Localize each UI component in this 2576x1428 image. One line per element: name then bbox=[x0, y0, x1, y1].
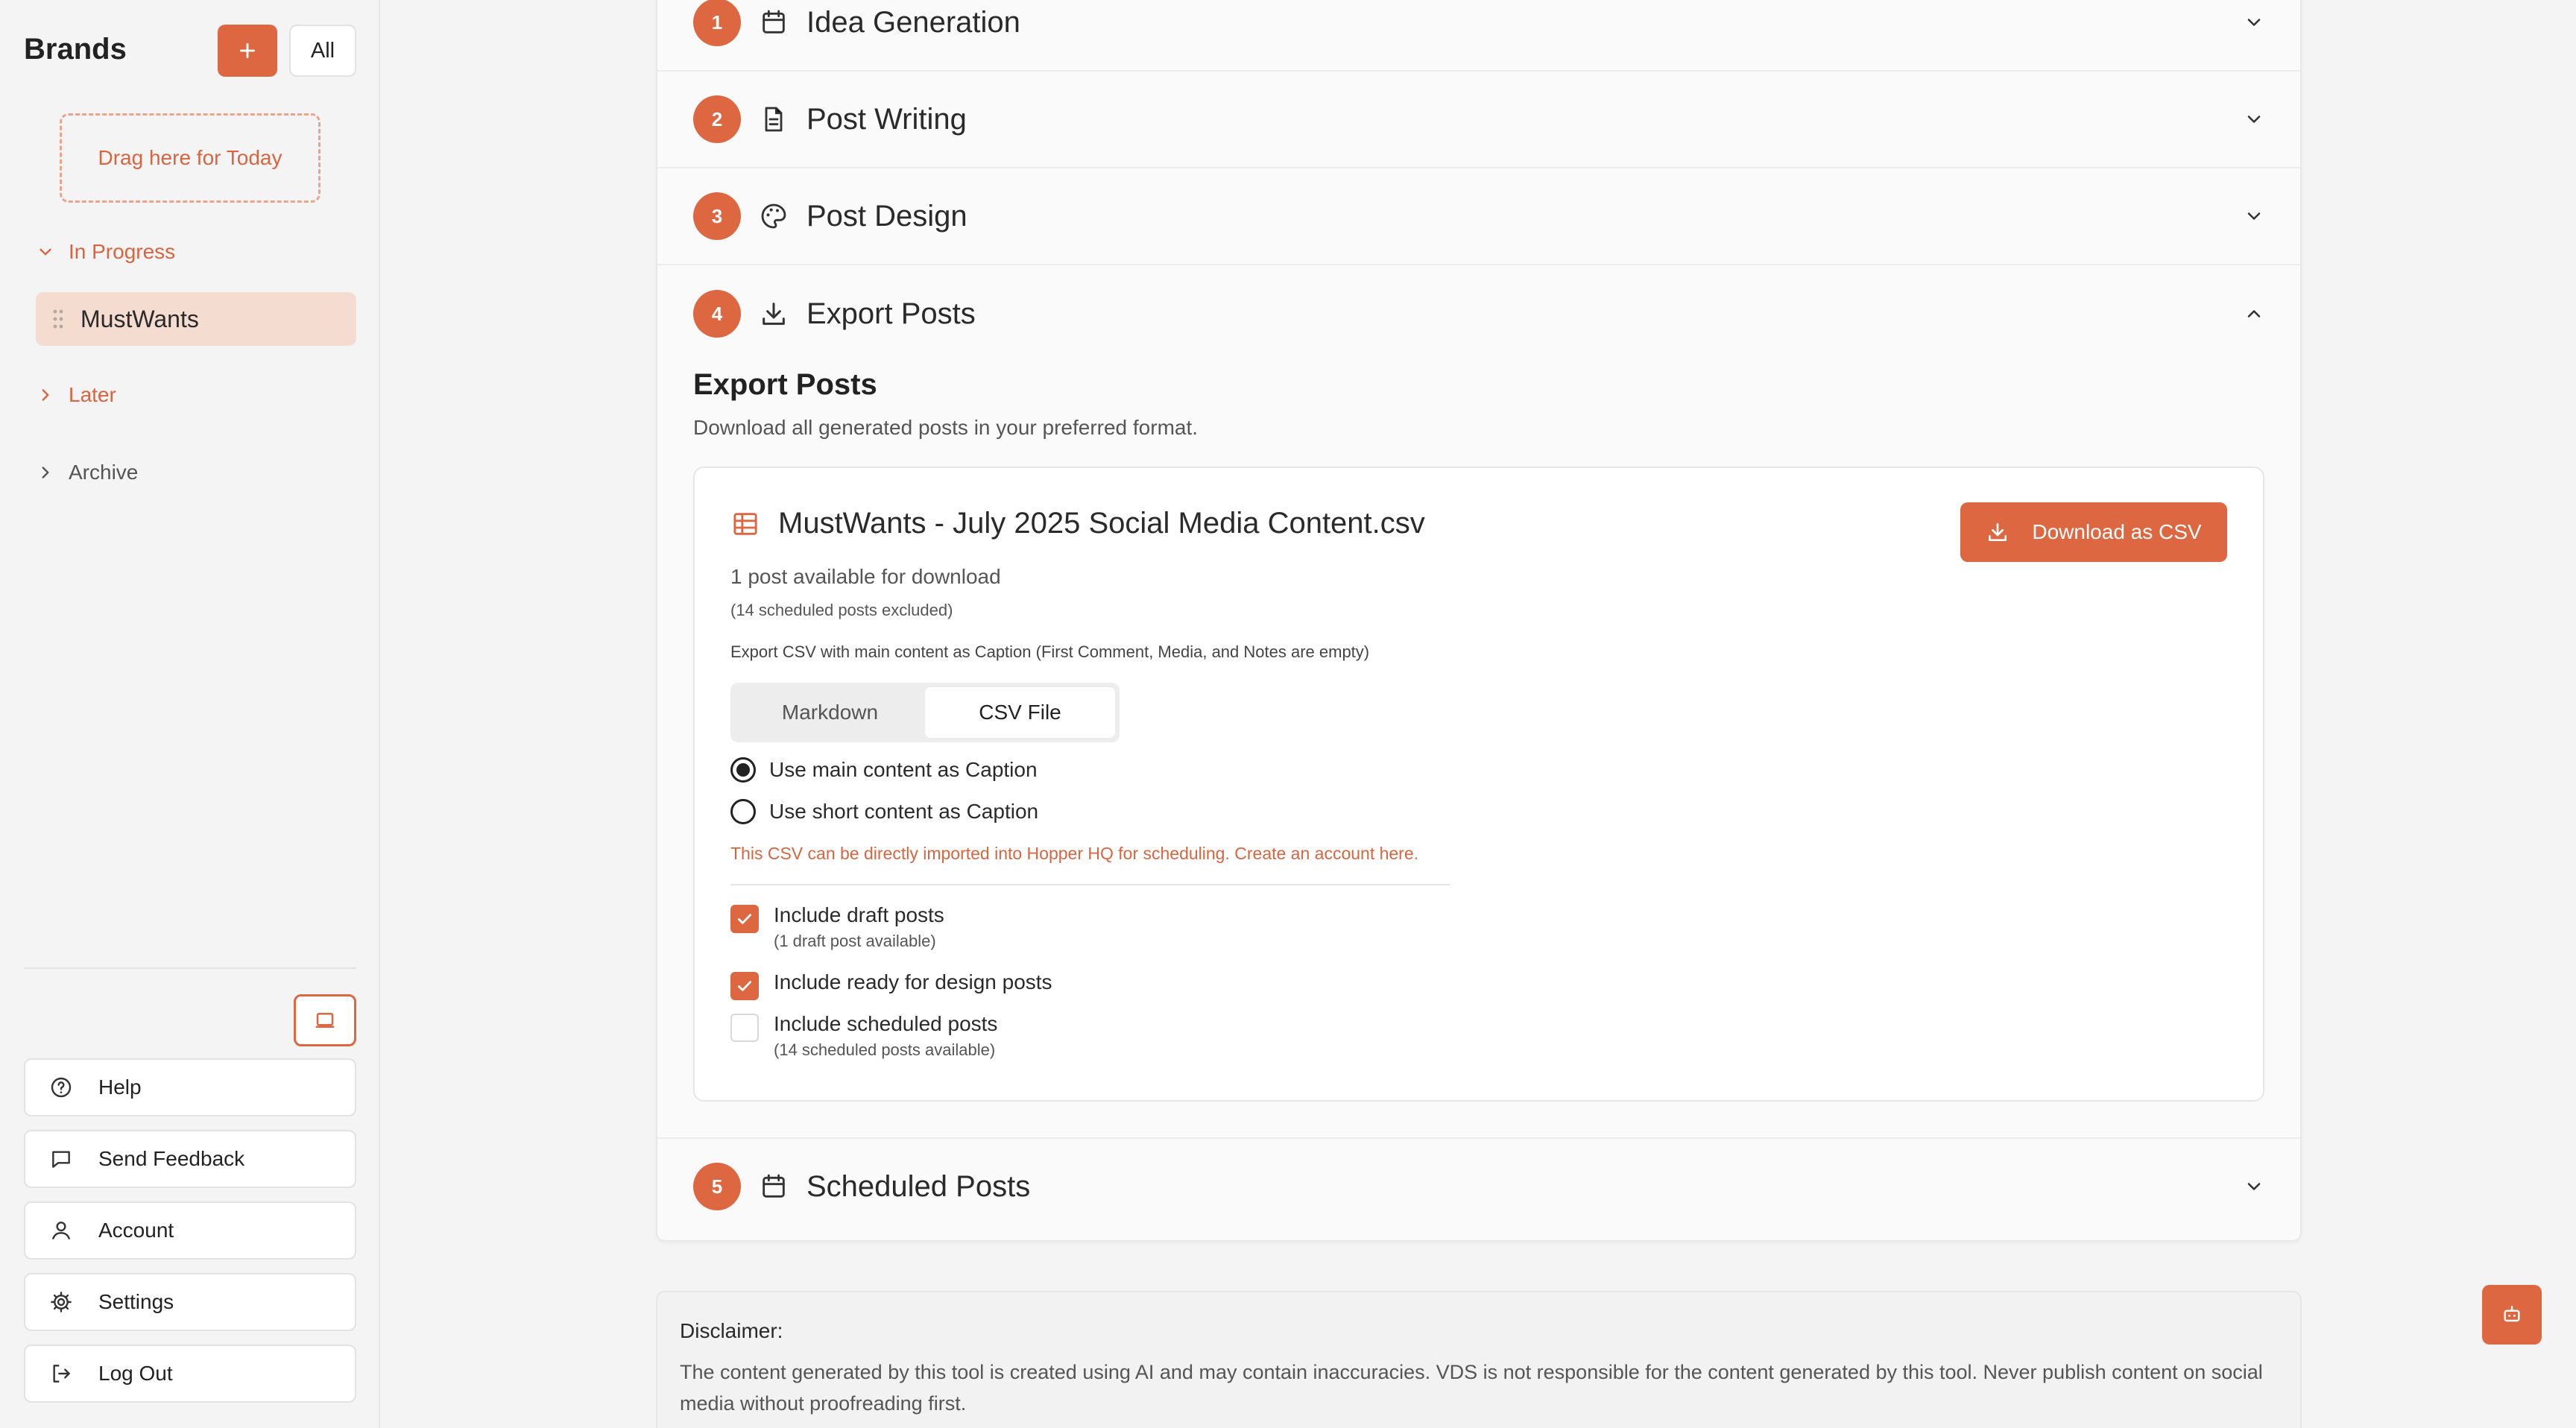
help-label: Help bbox=[98, 1075, 142, 1099]
download-csv-button[interactable] bbox=[1960, 502, 2227, 562]
checkbox-unchecked[interactable] bbox=[730, 1014, 759, 1042]
palette-icon bbox=[759, 201, 789, 231]
chevron-down-icon bbox=[2244, 1176, 2264, 1197]
chevron-down-icon bbox=[2244, 12, 2264, 33]
drop-zone-label: Drag here for Today bbox=[98, 146, 282, 169]
include-scheduled-sub: (14 scheduled posts available) bbox=[774, 1040, 996, 1059]
include-ready-label: Include ready for design posts bbox=[774, 970, 1052, 993]
workflow-panel bbox=[656, 0, 2302, 1242]
check-icon bbox=[735, 909, 754, 929]
disclaimer-body: The content generated by this tool is created using AI and may contain inaccuracies. VDS is not responsible for the content generated by this tool. Never publish content on social media without proofreading first. bbox=[680, 1361, 2263, 1415]
hopper-import-link[interactable]: This CSV can be directly imported into Hopper HQ for scheduling. Create an account here. bbox=[730, 844, 1419, 863]
step-post-design[interactable] bbox=[657, 168, 2300, 265]
brand-item-mustwants[interactable] bbox=[36, 292, 356, 346]
format-toggle bbox=[730, 683, 1120, 742]
download-icon bbox=[1986, 520, 2010, 544]
chevron-down-icon bbox=[2244, 206, 2264, 227]
step-scheduled-posts[interactable] bbox=[657, 1137, 2300, 1234]
step-title: Post Design bbox=[806, 199, 967, 233]
chevron-down-icon bbox=[2244, 109, 2264, 130]
chevron-down-icon bbox=[36, 242, 55, 262]
document-icon bbox=[759, 104, 789, 134]
group-later[interactable] bbox=[36, 383, 116, 407]
radio-main-label: Use main content as Caption bbox=[769, 758, 1038, 781]
step-title: Export Posts bbox=[806, 297, 976, 330]
step-title: Idea Generation bbox=[806, 5, 1020, 39]
include-draft-label: Include draft posts bbox=[774, 903, 944, 926]
include-draft-posts[interactable] bbox=[730, 903, 944, 951]
sidebar-title: Brands bbox=[24, 33, 127, 66]
file-header bbox=[730, 507, 1425, 540]
calendar-icon bbox=[759, 7, 789, 37]
step-number: 3 bbox=[693, 192, 741, 240]
include-scheduled-posts[interactable] bbox=[730, 1012, 997, 1060]
tab-markdown[interactable]: Markdown bbox=[781, 701, 879, 724]
excluded-count: (14 scheduled posts excluded) bbox=[730, 601, 953, 619]
sidebar-divider bbox=[24, 967, 356, 969]
logout-icon bbox=[49, 1362, 73, 1386]
export-section-title: Export Posts bbox=[693, 368, 877, 401]
step-export-posts[interactable] bbox=[657, 265, 2300, 362]
send-feedback-button[interactable] bbox=[24, 1130, 356, 1188]
radio-button[interactable] bbox=[730, 799, 756, 824]
account-label: Account bbox=[98, 1219, 174, 1242]
all-brands-button[interactable]: All bbox=[289, 25, 356, 77]
ai-assistant-button[interactable] bbox=[2482, 1285, 2542, 1345]
radio-main-content[interactable] bbox=[730, 757, 1038, 783]
step-title: Post Writing bbox=[806, 102, 967, 136]
radio-short-label: Use short content as Caption bbox=[769, 800, 1039, 823]
group-in-progress[interactable] bbox=[36, 240, 175, 264]
disclaimer-title: Disclaimer: bbox=[680, 1319, 783, 1342]
include-scheduled-label: Include scheduled posts bbox=[774, 1012, 998, 1035]
log-out-label: Log Out bbox=[98, 1362, 173, 1385]
file-name: MustWants - July 2025 Social Media Content.csv bbox=[778, 507, 1425, 540]
step-number: 2 bbox=[693, 95, 741, 143]
include-draft-sub: (1 draft post available) bbox=[774, 932, 936, 950]
message-icon bbox=[49, 1147, 73, 1171]
checkbox-checked[interactable] bbox=[730, 905, 759, 933]
group-in-progress-label: In Progress bbox=[69, 240, 176, 263]
chevron-right-icon bbox=[36, 463, 55, 482]
download-csv-label: Download as CSV bbox=[2032, 520, 2202, 543]
add-brand-button[interactable] bbox=[218, 25, 277, 77]
log-out-button[interactable] bbox=[24, 1345, 356, 1403]
export-card bbox=[693, 467, 2264, 1102]
group-archive[interactable] bbox=[36, 461, 138, 484]
radio-button-selected[interactable] bbox=[730, 757, 756, 783]
brand-item-label: MustWants bbox=[80, 305, 199, 332]
user-icon bbox=[49, 1219, 73, 1242]
calendar-icon bbox=[759, 1172, 789, 1201]
plus-icon bbox=[238, 41, 257, 60]
available-count: 1 post available for download bbox=[730, 565, 1001, 588]
drag-handle-icon[interactable] bbox=[52, 309, 64, 329]
robot-icon bbox=[2500, 1303, 2524, 1327]
settings-label: Settings bbox=[98, 1290, 174, 1313]
export-section-subtitle: Download all generated posts in your preferred format. bbox=[693, 416, 1199, 439]
today-drop-zone[interactable] bbox=[60, 113, 321, 203]
check-icon bbox=[735, 976, 754, 996]
chevron-up-icon bbox=[2244, 303, 2264, 324]
table-icon bbox=[730, 509, 760, 539]
tab-csv-file[interactable]: CSV File bbox=[925, 687, 1115, 738]
settings-button[interactable] bbox=[24, 1273, 356, 1331]
download-icon bbox=[759, 299, 789, 329]
include-ready-posts[interactable] bbox=[730, 970, 1052, 1000]
collapse-sidebar-button[interactable] bbox=[294, 994, 356, 1046]
sidebar bbox=[0, 0, 380, 1428]
step-number: 4 bbox=[693, 290, 741, 338]
step-title: Scheduled Posts bbox=[806, 1169, 1031, 1203]
step-number: 5 bbox=[693, 1163, 741, 1210]
checkbox-checked[interactable] bbox=[730, 972, 759, 1000]
export-description: Export CSV with main content as Caption (First Comment, Media, and Notes are empty) bbox=[730, 642, 1370, 661]
gear-icon bbox=[49, 1290, 73, 1314]
step-idea-generation[interactable] bbox=[657, 0, 2300, 72]
group-archive-label: Archive bbox=[69, 461, 139, 484]
step-post-writing[interactable] bbox=[657, 72, 2300, 168]
chevron-right-icon bbox=[36, 385, 55, 405]
card-divider bbox=[730, 884, 1450, 885]
send-feedback-label: Send Feedback bbox=[98, 1147, 245, 1170]
help-icon bbox=[49, 1075, 73, 1099]
group-later-label: Later bbox=[69, 383, 116, 406]
radio-short-content[interactable] bbox=[730, 799, 1038, 824]
help-button[interactable] bbox=[24, 1058, 356, 1116]
account-button[interactable] bbox=[24, 1201, 356, 1260]
step-number: 1 bbox=[693, 0, 741, 46]
disclaimer bbox=[656, 1291, 2302, 1428]
sidebar-toggle-icon bbox=[314, 1009, 336, 1031]
